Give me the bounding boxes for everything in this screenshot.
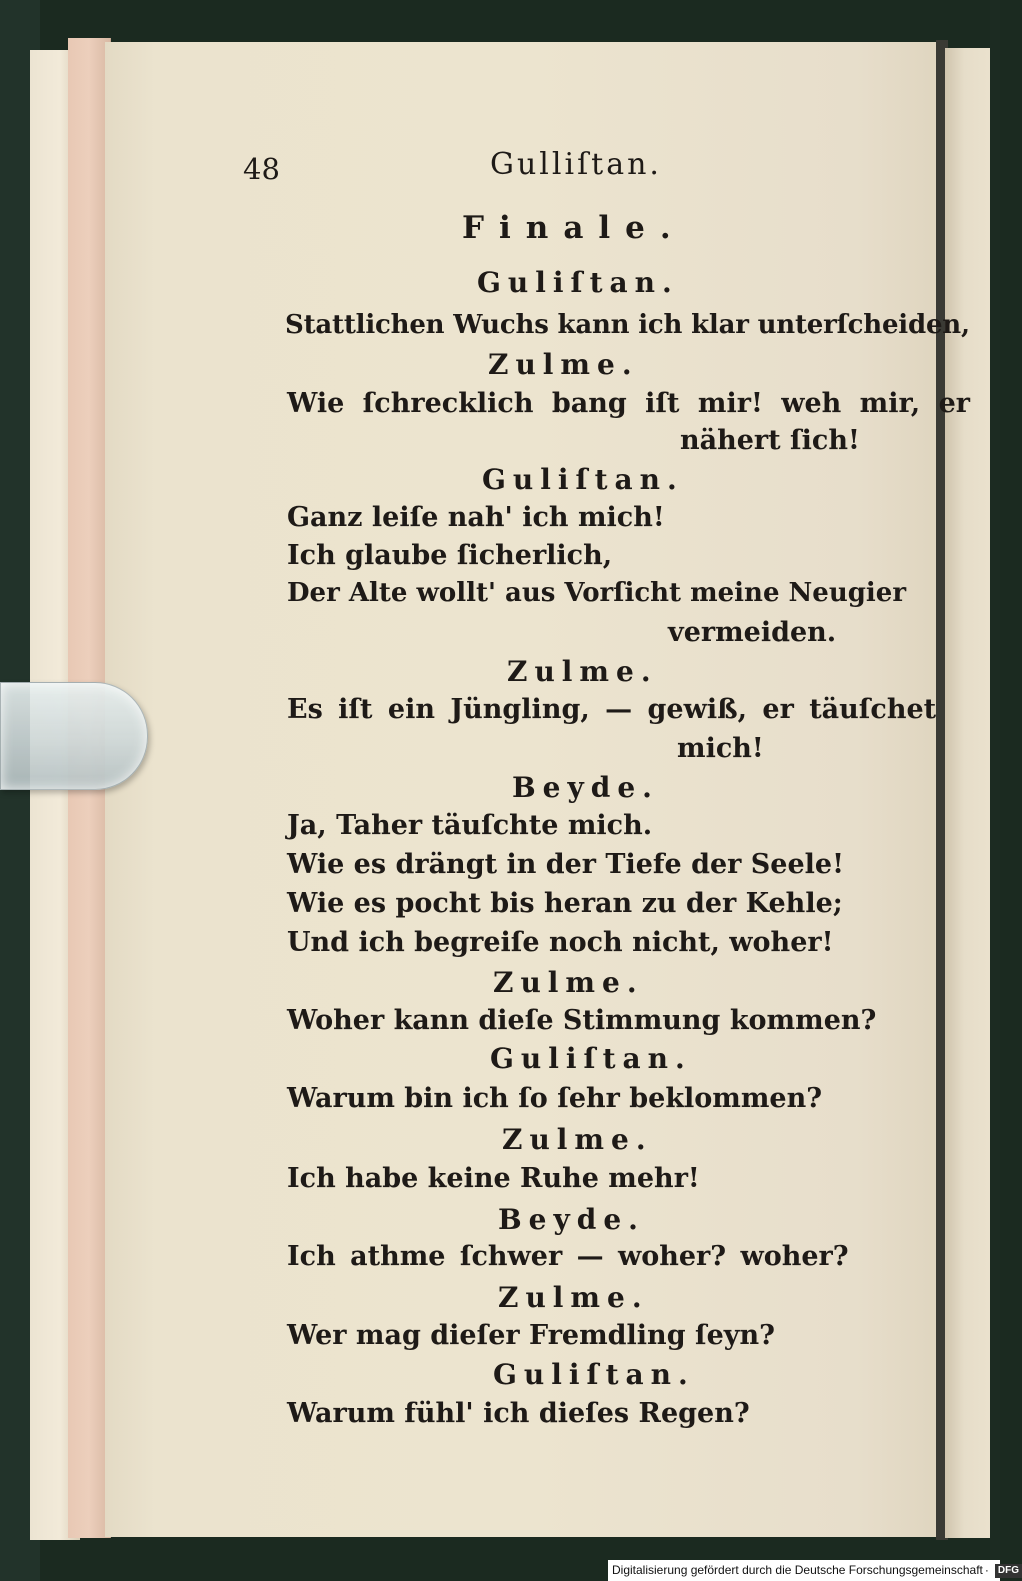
background-right: [990, 0, 1000, 1581]
speaker-name: Zulme.: [507, 655, 658, 688]
verse-line: Ich athme ſchwer — woher? woher?: [287, 1241, 849, 1272]
verse-line: Stattlichen Wuchs kann ich klar unterſcheiden,: [285, 310, 970, 340]
verse-line: mich!: [677, 733, 764, 764]
verse-line: Wie ſchrecklich bang iſt mir! weh mir, er: [287, 388, 970, 419]
speaker-name: Guliſtan.: [493, 1358, 695, 1391]
verse-line: Ganz leiſe nah' ich mich!: [287, 502, 665, 533]
credit-text: Digitalisierung gefördert durch die Deutsche Forschungsgemeinschaft: [612, 1563, 983, 1577]
verse-line: Warum bin ich ſo ſehr beklommen?: [287, 1083, 823, 1114]
speaker-name: Guliſtan.: [482, 463, 684, 496]
speaker-name: Zulme.: [498, 1281, 649, 1314]
verse-line: nähert ſich!: [680, 425, 860, 456]
verse-line: Es iſt ein Jüngling, — gewiß, er täuſchet: [287, 694, 937, 725]
verse-line: Ja, Taher täuſchte mich.: [287, 810, 653, 841]
verse-line: Und ich begreiſe noch nicht, woher!: [287, 927, 834, 958]
verse-line: Wie es pocht bis heran zu der Kehle;: [287, 888, 843, 919]
speaker-name: Beyde.: [512, 771, 659, 804]
speaker-name: Guliſtan.: [477, 266, 679, 299]
verse-line: Woher kann dieſe Stimmung kommen?: [287, 1005, 877, 1036]
running-title: Gulliſtan.: [490, 147, 662, 182]
separator-dot: ·: [984, 1563, 989, 1577]
verse-line: Wie es drängt in der Tiefe der Seele!: [287, 849, 844, 880]
speaker-name: Guliſtan.: [490, 1042, 692, 1075]
section-title: Finale.: [462, 210, 686, 246]
speaker-name: Zulme.: [502, 1123, 653, 1156]
digitization-credit: [608, 1560, 1019, 1581]
verse-line: Ich habe keine Ruhe mehr!: [287, 1163, 700, 1194]
glass-page-weight: [0, 682, 148, 790]
speaker-name: Zulme.: [493, 966, 644, 999]
page-number: 48: [243, 152, 280, 186]
verse-line: Wer mag dieſer Fremdling ſeyn?: [287, 1320, 775, 1351]
speaker-name: Zulme.: [488, 348, 639, 381]
verse-line: Der Alte wollt' aus Vorſicht meine Neugier: [287, 578, 907, 608]
speaker-name: Beyde.: [498, 1203, 645, 1236]
verse-line: Ich glaube ſicherlich,: [287, 540, 613, 571]
dfg-logo: DFG: [995, 1564, 1022, 1578]
verse-line: Warum fühl' ich dieſes Regen?: [287, 1398, 750, 1429]
verse-line: vermeiden.: [668, 617, 837, 648]
